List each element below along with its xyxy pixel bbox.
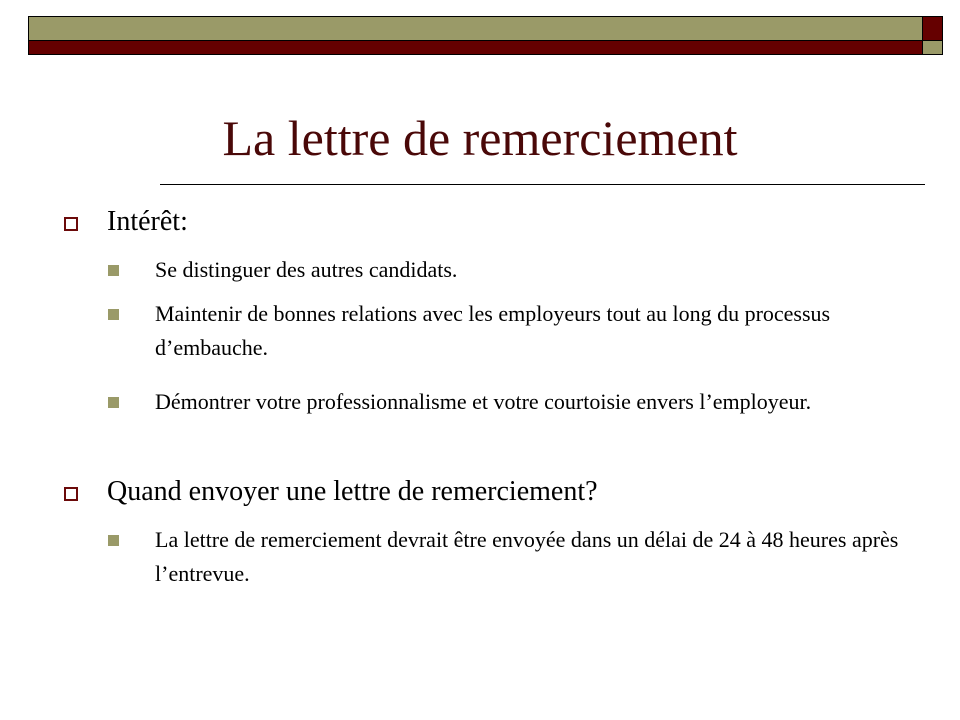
header-bar-maroon bbox=[28, 40, 923, 55]
section-heading bbox=[107, 476, 598, 508]
list-item bbox=[155, 297, 915, 365]
square-bullet-icon bbox=[108, 397, 119, 408]
slide-title: La lettre de remerciement bbox=[222, 110, 738, 166]
section-heading bbox=[107, 206, 188, 238]
hollow-square-bullet-icon bbox=[64, 487, 78, 501]
title-divider bbox=[160, 184, 925, 185]
list-item-text: Se distinguer des autres candidats. bbox=[155, 257, 458, 282]
header-bar-olive bbox=[28, 16, 923, 41]
section-heading-text: Intérêt: bbox=[107, 206, 188, 237]
square-bullet-icon bbox=[108, 309, 119, 320]
square-bullet-icon bbox=[108, 535, 119, 546]
square-bullet-icon bbox=[108, 265, 119, 276]
list-item bbox=[155, 385, 915, 419]
header-square-maroon bbox=[922, 16, 943, 41]
list-item-text: Démontrer votre professionnalisme et votre courtoisie envers l’employeur. bbox=[155, 389, 812, 414]
list-item bbox=[155, 523, 915, 591]
list-item-text: La lettre de remerciement devrait être envoyée dans un délai de 24 à 48 heures après l’entrevue. bbox=[155, 527, 899, 586]
list-item-text: Maintenir de bonnes relations avec les employeurs tout au long du processus d’embauche. bbox=[155, 301, 831, 360]
hollow-square-bullet-icon bbox=[64, 217, 78, 231]
section-heading-text: Quand envoyer une lettre de remerciement? bbox=[107, 476, 598, 507]
list-item bbox=[155, 253, 915, 287]
header-square-olive bbox=[922, 40, 943, 55]
